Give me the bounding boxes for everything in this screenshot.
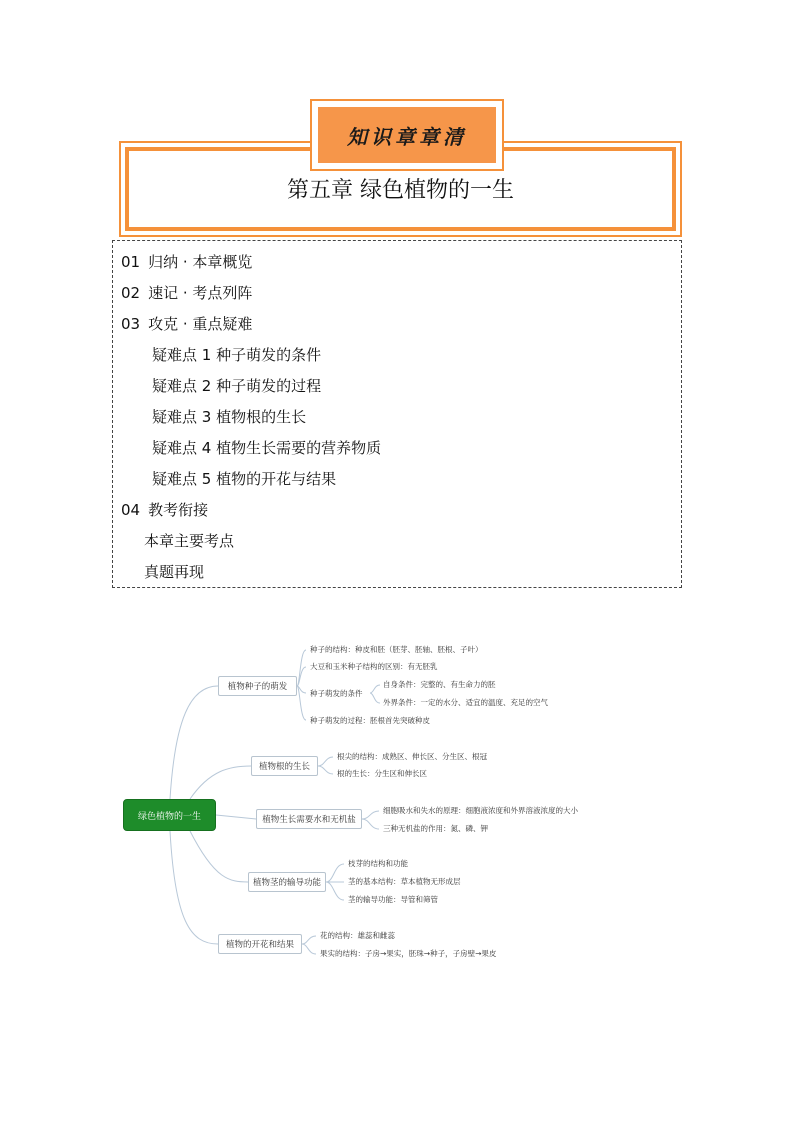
mindmap-leaf: 花的结构：雄蕊和雌蕊 (320, 931, 395, 940)
connector-line (326, 864, 344, 882)
connector-line (190, 831, 248, 882)
toc-item[interactable]: 01 归纳 · 本章概览 (121, 253, 253, 271)
mindmap-leaf: 根尖的结构：成熟区、伸长区、分生区、根冠 (337, 752, 487, 761)
connector-line (362, 811, 379, 819)
connector-line (326, 882, 344, 900)
connector-line (190, 766, 251, 799)
mindmap-leaf: 枝芽的结构和功能 (348, 859, 408, 868)
toc-subitem[interactable]: 疑难点 4 植物生长需要的营养物质 (152, 439, 382, 457)
toc-subitem[interactable]: 疑难点 2 种子萌发的过程 (152, 377, 322, 395)
mindmap-branch: 植物生长需要水和无机盐 (256, 809, 362, 829)
connector-line (302, 944, 316, 954)
toc-item[interactable]: 02 速记 · 考点列阵 (121, 284, 253, 302)
connector-line (362, 819, 379, 829)
mindmap-branch: 植物根的生长 (251, 756, 318, 776)
mindmap-leaf: 茎的输导功能：导管和筛管 (348, 895, 438, 904)
section-banner-fill (318, 107, 496, 163)
mindmap-leaf: 种子萌发的过程：胚根首先突破种皮 (310, 716, 430, 725)
toc-item[interactable]: 03 攻克 · 重点疑难 (121, 315, 253, 333)
toc-subitem[interactable]: 疑难点 5 植物的开花与结果 (152, 470, 337, 488)
mindmap-root: 绿色植物的一生 (123, 799, 216, 831)
connector-line (318, 766, 333, 774)
mindmap-branch: 植物的开花和结果 (218, 934, 302, 954)
mindmap-leaf: 自身条件：完整的、有生命力的胚 (383, 680, 496, 689)
chapter-title: 第五章 绿色植物的一生 (287, 178, 514, 203)
mindmap-leaf: 种子的结构：种皮和胚（胚芽、胚轴、胚根、子叶） (310, 645, 483, 654)
connector-line (297, 667, 306, 686)
connector-line (370, 685, 380, 693)
connector-line (370, 693, 380, 703)
section-banner (310, 99, 504, 171)
mindmap-leaf: 外界条件：一定的水分、适宜的温度、充足的空气 (383, 698, 548, 707)
section-banner-label: 知识章章清 (347, 124, 467, 149)
mindmap-leaf: 种子萌发的条件 (310, 689, 363, 698)
toc-item[interactable]: 04 教考衔接 (121, 501, 209, 519)
mindmap-leaf: 茎的基本结构：草本植物无形成层 (348, 877, 461, 886)
toc-subitem[interactable]: 疑难点 1 种子萌发的条件 (152, 346, 322, 364)
toc-subitem[interactable]: 真题再现 (144, 563, 205, 581)
mindmap-leaf: 三种无机盐的作用：氮、磷、钾 (383, 824, 488, 833)
mindmap-branch: 植物种子的萌发 (218, 676, 297, 696)
mindmap-leaf: 大豆和玉米种子结构的区别：有无胚乳 (310, 662, 438, 671)
mindmap-branch: 植物茎的输导功能 (248, 872, 326, 892)
connector-line (170, 686, 218, 799)
mindmap-leaf: 果实的结构：子房→果实，胚珠→种子，子房壁→果皮 (320, 949, 497, 958)
connector-line (318, 757, 333, 766)
connector-line (216, 815, 256, 819)
toc-subitem[interactable]: 疑难点 3 植物根的生长 (152, 408, 307, 426)
mindmap-leaf: 细胞吸水和失水的原理：细胞液浓度和外界溶液浓度的大小 (383, 806, 578, 815)
connector-line (170, 831, 218, 944)
toc-subitem[interactable]: 本章主要考点 (144, 532, 235, 550)
mindmap-leaf: 根的生长：分生区和伸长区 (337, 769, 427, 778)
connector-line (302, 936, 316, 944)
